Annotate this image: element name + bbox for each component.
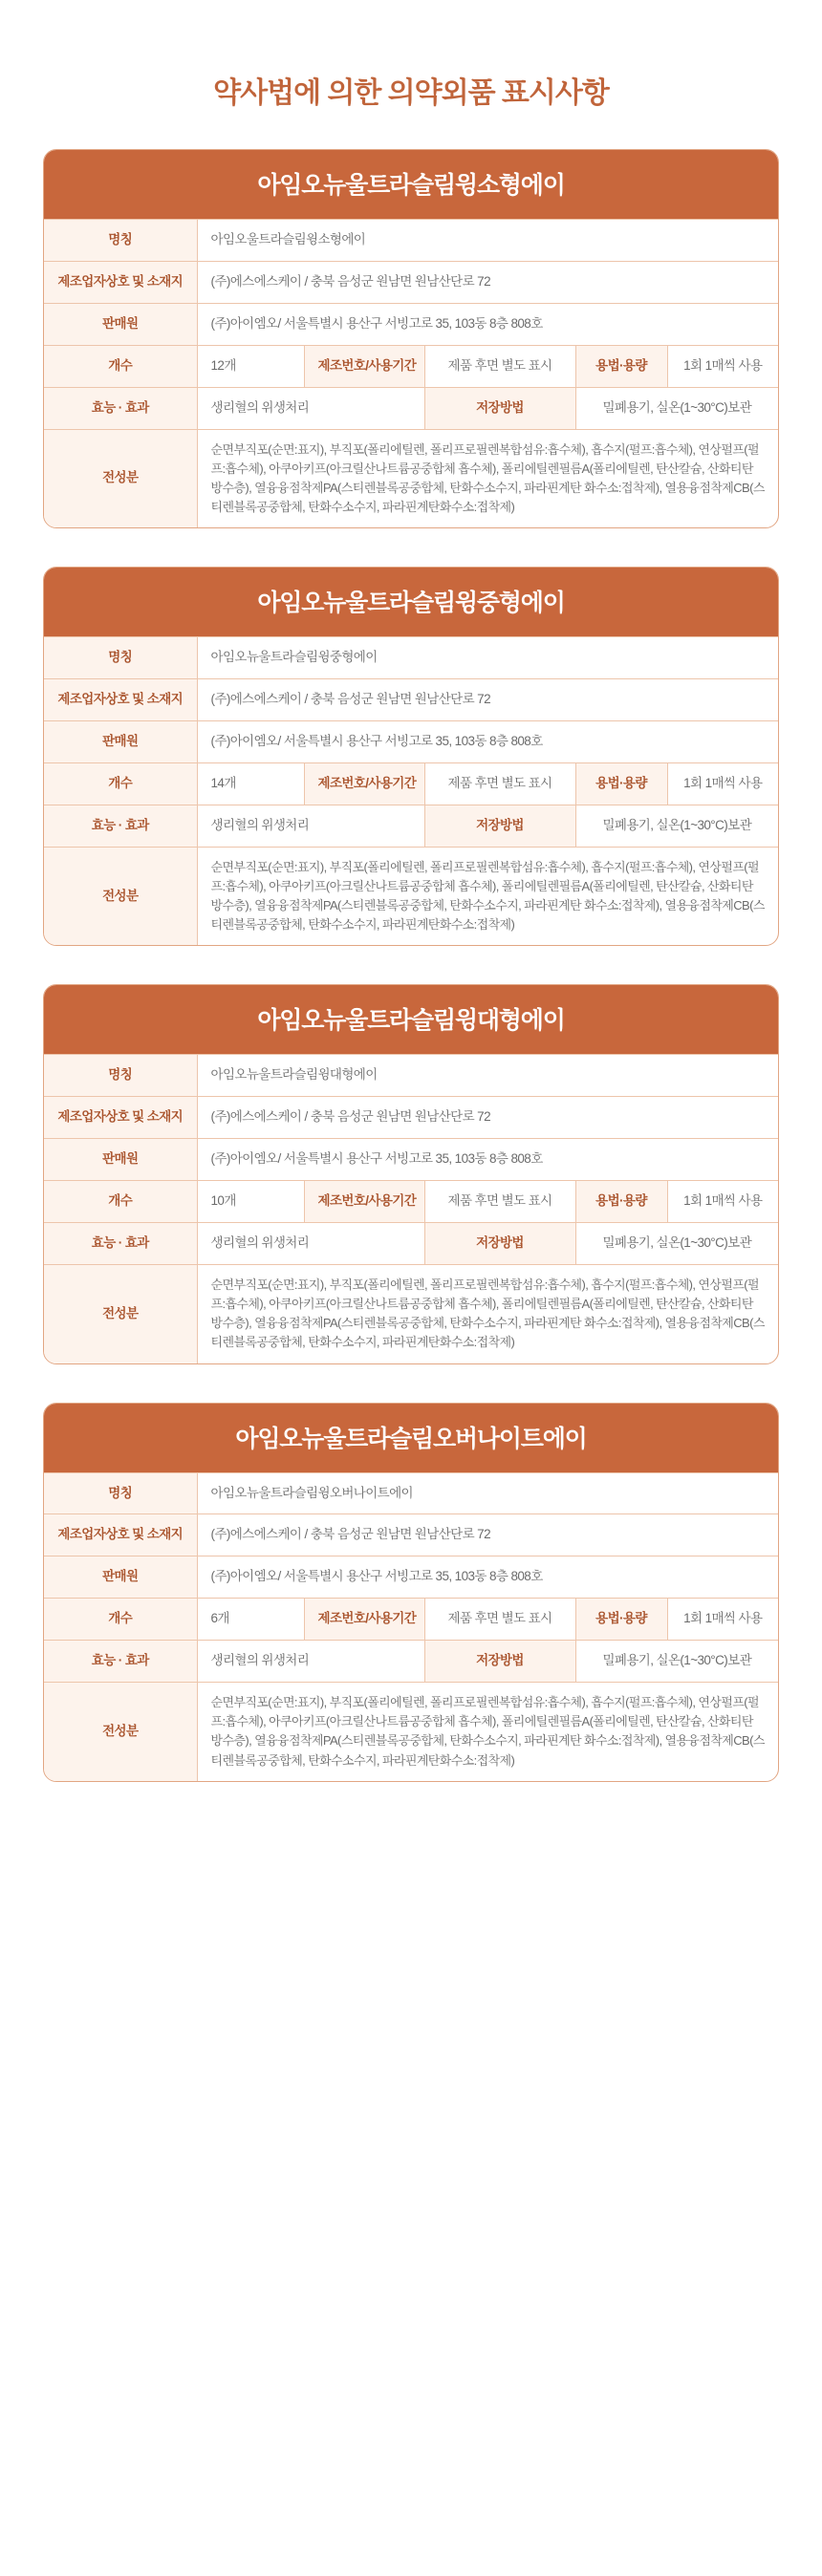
- row-value-count: 6개: [197, 1599, 304, 1641]
- row-value-storage: 밀폐용기, 실온(1~30°C)보관: [575, 387, 778, 429]
- row-value-effect: 생리혈의 위생처리: [197, 1641, 424, 1683]
- product-header: 아임오뉴울트라슬림윙중형에이: [44, 568, 778, 636]
- row-value-manufacturer: (주)에스에스케이 / 충북 음성군 원남면 원남산단로 72: [197, 1097, 778, 1139]
- row-value-count: 14개: [197, 762, 304, 805]
- table-row: [44, 1264, 778, 1363]
- spec-table: [44, 636, 778, 945]
- row-value-usage: 1회 1매씩 사용: [667, 345, 778, 387]
- table-row: [44, 1223, 778, 1265]
- row-label-count: 개수: [44, 1599, 197, 1641]
- table-row: [44, 1055, 778, 1097]
- row-label-storage: 저장방법: [424, 387, 575, 429]
- product-card: [43, 1403, 779, 1782]
- row-value-lot: 제품 후면 별도 표시: [424, 345, 575, 387]
- row-value-ingredients: 순면부직포(순면:표지), 부직포(폴리에틸렌, 폴리프로필렌복합섬유:흡수체), 흡수지(펄프:흡수체), 연상펄프(펄프:흡수체), 아쿠아키프(아크릴산나트륨공중합체 흡수체), 폴리에틸렌필름A(폴리에틸렌, 탄산칼슘, 산화티탄 방수층), 열융융점착제PA(스티렌블록공중합체, 탄화수소수지, 파라핀계탄 화수소:접착제), 열용융점착제CB(스티렌블록공중합체, 탄화수소수지, 파라핀계탄화수소:접착제): [197, 429, 778, 527]
- row-value-seller: (주)아이엠오/ 서울특별시 용산구 서빙고로 35, 103동 8층 808호: [197, 1556, 778, 1599]
- row-label-lot: 제조번호/사용기간: [304, 1181, 424, 1223]
- spec-table: [44, 1054, 778, 1363]
- row-label-usage: 용법·용량: [575, 1599, 667, 1641]
- row-value-storage: 밀폐용기, 실온(1~30°C)보관: [575, 805, 778, 847]
- row-value-manufacturer: (주)에스에스케이 / 충북 음성군 원남면 원남산단로 72: [197, 261, 778, 303]
- row-label-usage: 용법·용량: [575, 1181, 667, 1223]
- table-row: [44, 1599, 778, 1641]
- table-row: [44, 1097, 778, 1139]
- table-row: [44, 303, 778, 345]
- row-label-name: 명칭: [44, 637, 197, 679]
- row-label-lot: 제조번호/사용기간: [304, 762, 424, 805]
- row-label-ingredients: 전성분: [44, 847, 197, 945]
- row-label-effect: 효능 · 효과: [44, 387, 197, 429]
- table-row: [44, 1139, 778, 1181]
- table-row: [44, 637, 778, 679]
- product-card: [43, 149, 779, 528]
- table-row: [44, 1556, 778, 1599]
- row-value-name: 아임오울트라슬림윙소형에이: [197, 220, 778, 262]
- row-label-manufacturer: 제조업자상호 및 소재지: [44, 679, 197, 721]
- row-value-lot: 제품 후면 별도 표시: [424, 762, 575, 805]
- row-value-count: 10개: [197, 1181, 304, 1223]
- row-value-name: 아임오뉴울트라슬림윙오버나이트에이: [197, 1472, 778, 1514]
- row-value-effect: 생리혈의 위생처리: [197, 805, 424, 847]
- row-label-lot: 제조번호/사용기간: [304, 345, 424, 387]
- row-label-manufacturer: 제조업자상호 및 소재지: [44, 261, 197, 303]
- row-label-count: 개수: [44, 762, 197, 805]
- row-label-name: 명칭: [44, 220, 197, 262]
- row-label-seller: 판매원: [44, 1139, 197, 1181]
- page-title: 약사법에 의한 의약외품 표시사항: [213, 77, 609, 109]
- table-row: [44, 679, 778, 721]
- row-value-usage: 1회 1매씩 사용: [667, 1599, 778, 1641]
- row-label-usage: 용법·용량: [575, 762, 667, 805]
- row-label-seller: 판매원: [44, 1556, 197, 1599]
- row-value-ingredients: 순면부직포(순면:표지), 부직포(폴리에틸렌, 폴리프로필렌복합섬유:흡수체), 흡수지(펄프:흡수체), 연상펄프(펄프:흡수체), 아쿠아키프(아크릴산나트륨공중합체 흡수체), 폴리에틸렌필름A(폴리에틸렌, 탄산칼슘, 산화티탄 방수층), 열융융점착제PA(스티렌블록공중합체, 탄화수소수지, 파라핀계탄 화수소:접착제), 열용융점착제CB(스티렌블록공중합체, 탄화수소수지, 파라핀계탄화수소:접착제): [197, 1683, 778, 1781]
- row-label-storage: 저장방법: [424, 1223, 575, 1265]
- row-label-storage: 저장방법: [424, 1641, 575, 1683]
- table-row: [44, 345, 778, 387]
- row-value-storage: 밀폐용기, 실온(1~30°C)보관: [575, 1641, 778, 1683]
- row-label-count: 개수: [44, 345, 197, 387]
- row-label-manufacturer: 제조업자상호 및 소재지: [44, 1097, 197, 1139]
- spec-table: [44, 1472, 778, 1781]
- table-row: [44, 847, 778, 945]
- row-value-ingredients: 순면부직포(순면:표지), 부직포(폴리에틸렌, 폴리프로필렌복합섬유:흡수체), 흡수지(펄프:흡수체), 연상펄프(펄프:흡수체), 아쿠아키프(아크릴산나트륨공중합체 흡수체), 폴리에틸렌필름A(폴리에틸렌, 탄산칼슘, 산화티탄 방수층), 열융융점착제PA(스티렌블록공중합체, 탄화수소수지, 파라핀계탄 화수소:접착제), 열용융점착제CB(스티렌블록공중합체, 탄화수소수지, 파라핀계탄화수소:접착제): [197, 847, 778, 945]
- product-header: 아임오뉴울트라슬림윙대형에이: [44, 985, 778, 1054]
- row-value-ingredients: 순면부직포(순면:표지), 부직포(폴리에틸렌, 폴리프로필렌복합섬유:흡수체), 흡수지(펄프:흡수체), 연상펄프(펄프:흡수체), 아쿠아키프(아크릴산나트륨공중합체 흡수체), 폴리에틸렌필름A(폴리에틸렌, 탄산칼슘, 산화티탄 방수층), 열융융점착제PA(스티렌블록공중합체, 탄화수소수지, 파라핀계탄 화수소:접착제), 열용융점착제CB(스티렌블록공중합체, 탄화수소수지, 파라핀계탄화수소:접착제): [197, 1264, 778, 1363]
- table-row: [44, 721, 778, 763]
- row-value-effect: 생리혈의 위생처리: [197, 387, 424, 429]
- row-label-effect: 효능 · 효과: [44, 1223, 197, 1265]
- row-value-manufacturer: (주)에스에스케이 / 충북 음성군 원남면 원남산단로 72: [197, 679, 778, 721]
- spec-table: [44, 219, 778, 527]
- row-value-effect: 생리혈의 위생처리: [197, 1223, 424, 1265]
- table-row: [44, 261, 778, 303]
- row-value-lot: 제품 후면 별도 표시: [424, 1181, 575, 1223]
- product-card: [43, 984, 779, 1363]
- row-label-effect: 효능 · 효과: [44, 805, 197, 847]
- row-value-count: 12개: [197, 345, 304, 387]
- row-label-name: 명칭: [44, 1472, 197, 1514]
- row-label-effect: 효능 · 효과: [44, 1641, 197, 1683]
- row-value-storage: 밀폐용기, 실온(1~30°C)보관: [575, 1223, 778, 1265]
- table-row: [44, 1683, 778, 1781]
- table-row: [44, 1641, 778, 1683]
- row-value-seller: (주)아이엠오/ 서울특별시 용산구 서빙고로 35, 103동 8층 808호: [197, 1139, 778, 1181]
- table-row: [44, 762, 778, 805]
- product-card: [43, 567, 779, 946]
- row-value-usage: 1회 1매씩 사용: [667, 1181, 778, 1223]
- row-label-seller: 판매원: [44, 303, 197, 345]
- row-label-ingredients: 전성분: [44, 1264, 197, 1363]
- table-row: [44, 387, 778, 429]
- table-row: [44, 805, 778, 847]
- row-label-count: 개수: [44, 1181, 197, 1223]
- product-header: 아임오뉴울트라슬림윙소형에이: [44, 150, 778, 219]
- table-row: [44, 1514, 778, 1556]
- row-value-seller: (주)아이엠오/ 서울특별시 용산구 서빙고로 35, 103동 8층 808호: [197, 303, 778, 345]
- row-label-seller: 판매원: [44, 721, 197, 763]
- row-value-name: 아임오뉴울트라슬림윙대형에이: [197, 1055, 778, 1097]
- row-value-seller: (주)아이엠오/ 서울특별시 용산구 서빙고로 35, 103동 8층 808호: [197, 721, 778, 763]
- row-value-name: 아임오뉴울트라슬림윙중형에이: [197, 637, 778, 679]
- product-header: 아임오뉴울트라슬림오버나이트에이: [44, 1404, 778, 1472]
- table-row: [44, 220, 778, 262]
- row-label-storage: 저장방법: [424, 805, 575, 847]
- row-label-ingredients: 전성분: [44, 1683, 197, 1781]
- row-label-ingredients: 전성분: [44, 429, 197, 527]
- row-label-manufacturer: 제조업자상호 및 소재지: [44, 1514, 197, 1556]
- row-label-name: 명칭: [44, 1055, 197, 1097]
- row-label-usage: 용법·용량: [575, 345, 667, 387]
- row-value-usage: 1회 1매씩 사용: [667, 762, 778, 805]
- table-row: [44, 1181, 778, 1223]
- row-value-manufacturer: (주)에스에스케이 / 충북 음성군 원남면 원남산단로 72: [197, 1514, 778, 1556]
- row-label-lot: 제조번호/사용기간: [304, 1599, 424, 1641]
- table-row: [44, 429, 778, 527]
- table-row: [44, 1472, 778, 1514]
- row-value-lot: 제품 후면 별도 표시: [424, 1599, 575, 1641]
